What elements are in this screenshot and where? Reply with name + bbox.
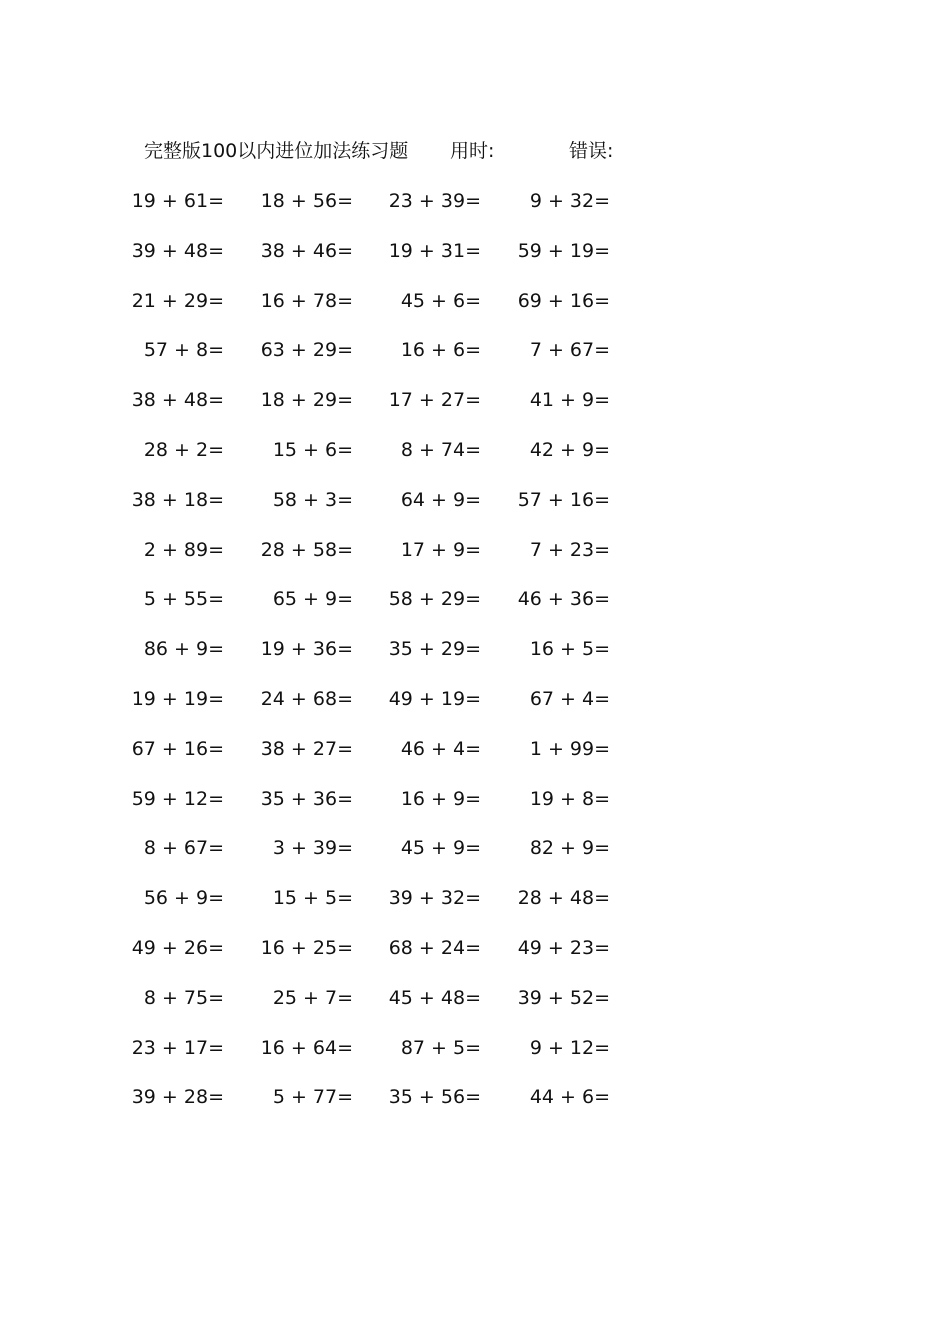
addition-problem: 9 + 12=: [529, 1036, 610, 1059]
addition-problem: 8 + 67=: [143, 837, 224, 860]
problem-row: [0, 335, 950, 385]
addition-problem: 67 + 4=: [529, 687, 610, 710]
addition-problem: 35 + 36=: [260, 787, 353, 810]
addition-problem: 82 + 9=: [529, 837, 610, 860]
addition-problem: 18 + 29=: [260, 389, 353, 412]
addition-problem: 19 + 36=: [260, 638, 353, 661]
addition-problem: 68 + 24=: [388, 936, 481, 959]
addition-problem: 44 + 6=: [529, 1086, 610, 1109]
addition-problem: 46 + 36=: [517, 588, 610, 611]
problem-row: [0, 286, 950, 336]
addition-problem: 19 + 61=: [131, 190, 224, 212]
problem-row: [0, 883, 950, 933]
addition-problem: 16 + 64=: [260, 1036, 353, 1059]
addition-problem: 16 + 6=: [400, 339, 481, 362]
addition-problem: 28 + 48=: [517, 887, 610, 910]
time-used-label: 用时:: [450, 140, 495, 162]
addition-problem: 67 + 16=: [131, 737, 224, 760]
problem-row: [0, 933, 950, 983]
addition-problem: 7 + 23=: [529, 538, 610, 561]
addition-problem: 19 + 19=: [131, 687, 224, 710]
addition-problem: 49 + 19=: [388, 687, 481, 710]
problem-row: [0, 435, 950, 485]
addition-problem: 38 + 18=: [131, 488, 224, 511]
addition-problem: 19 + 8=: [529, 787, 610, 810]
addition-problem: 39 + 28=: [131, 1086, 224, 1109]
addition-problem: 19 + 31=: [388, 239, 481, 262]
problem-row: [0, 236, 950, 286]
addition-problem: 9 + 32=: [529, 190, 610, 212]
addition-problem: 17 + 27=: [388, 389, 481, 412]
addition-problem: 39 + 32=: [388, 887, 481, 910]
addition-problem: 64 + 9=: [400, 488, 481, 511]
addition-problem: 16 + 9=: [400, 787, 481, 810]
addition-problem: 45 + 48=: [388, 986, 481, 1009]
addition-problem: 1 + 99=: [529, 737, 610, 760]
addition-problem: 35 + 56=: [388, 1086, 481, 1109]
addition-problem: 69 + 16=: [517, 289, 610, 312]
addition-problem: 49 + 26=: [131, 936, 224, 959]
addition-problem: 39 + 52=: [517, 986, 610, 1009]
addition-problem: 46 + 4=: [400, 737, 481, 760]
addition-problem: 38 + 48=: [131, 389, 224, 412]
addition-problem: 17 + 9=: [400, 538, 481, 561]
addition-problem: 45 + 6=: [400, 289, 481, 312]
addition-problem: 15 + 6=: [272, 438, 353, 461]
worksheet-header: [144, 136, 744, 166]
addition-problem: 38 + 46=: [260, 239, 353, 262]
addition-problem: 87 + 5=: [400, 1036, 481, 1059]
addition-problem: 56 + 9=: [143, 887, 224, 910]
addition-problem: 21 + 29=: [131, 289, 224, 312]
problem-row: [0, 584, 950, 634]
worksheet-title: 完整版100以内进位加法练习题: [144, 140, 409, 162]
addition-problem: 23 + 17=: [131, 1036, 224, 1059]
addition-problem: 5 + 55=: [143, 588, 224, 611]
problem-row: [0, 385, 950, 435]
problem-row: [0, 784, 950, 834]
addition-problem: 7 + 67=: [529, 339, 610, 362]
problem-row: [0, 634, 950, 684]
problem-row: [0, 983, 950, 1033]
addition-problem: 65 + 9=: [272, 588, 353, 611]
addition-problem: 18 + 56=: [260, 190, 353, 212]
addition-problem: 57 + 8=: [143, 339, 224, 362]
problem-row: [0, 186, 950, 236]
problem-row: [0, 535, 950, 585]
addition-problem: 58 + 3=: [272, 488, 353, 511]
addition-problem: 45 + 9=: [400, 837, 481, 860]
addition-problem: 8 + 75=: [143, 986, 224, 1009]
addition-problem: 23 + 39=: [388, 190, 481, 212]
addition-problem: 3 + 39=: [272, 837, 353, 860]
addition-problem: 28 + 58=: [260, 538, 353, 561]
addition-problem: 59 + 19=: [517, 239, 610, 262]
addition-problem: 15 + 5=: [272, 887, 353, 910]
addition-problem: 2 + 89=: [143, 538, 224, 561]
problem-row: [0, 734, 950, 784]
addition-problem: 25 + 7=: [272, 986, 353, 1009]
addition-problem: 41 + 9=: [529, 389, 610, 412]
addition-problem: 16 + 78=: [260, 289, 353, 312]
problem-row: [0, 833, 950, 883]
addition-problem: 58 + 29=: [388, 588, 481, 611]
addition-problem: 24 + 68=: [260, 687, 353, 710]
addition-problem: 35 + 29=: [388, 638, 481, 661]
addition-problem: 63 + 29=: [260, 339, 353, 362]
problem-grid: [0, 186, 950, 1132]
addition-problem: 59 + 12=: [131, 787, 224, 810]
addition-problem: 49 + 23=: [517, 936, 610, 959]
addition-problem: 28 + 2=: [143, 438, 224, 461]
addition-problem: 16 + 25=: [260, 936, 353, 959]
problem-row: [0, 1033, 950, 1083]
addition-problem: 86 + 9=: [143, 638, 224, 661]
addition-problem: 38 + 27=: [260, 737, 353, 760]
errors-label: 错误:: [569, 140, 614, 162]
addition-problem: 39 + 48=: [131, 239, 224, 262]
addition-problem: 5 + 77=: [272, 1086, 353, 1109]
problem-row: [0, 684, 950, 734]
addition-problem: 42 + 9=: [529, 438, 610, 461]
problem-row: [0, 1082, 950, 1132]
problem-row: [0, 485, 950, 535]
addition-problem: 8 + 74=: [400, 438, 481, 461]
addition-problem: 57 + 16=: [517, 488, 610, 511]
addition-problem: 16 + 5=: [529, 638, 610, 661]
